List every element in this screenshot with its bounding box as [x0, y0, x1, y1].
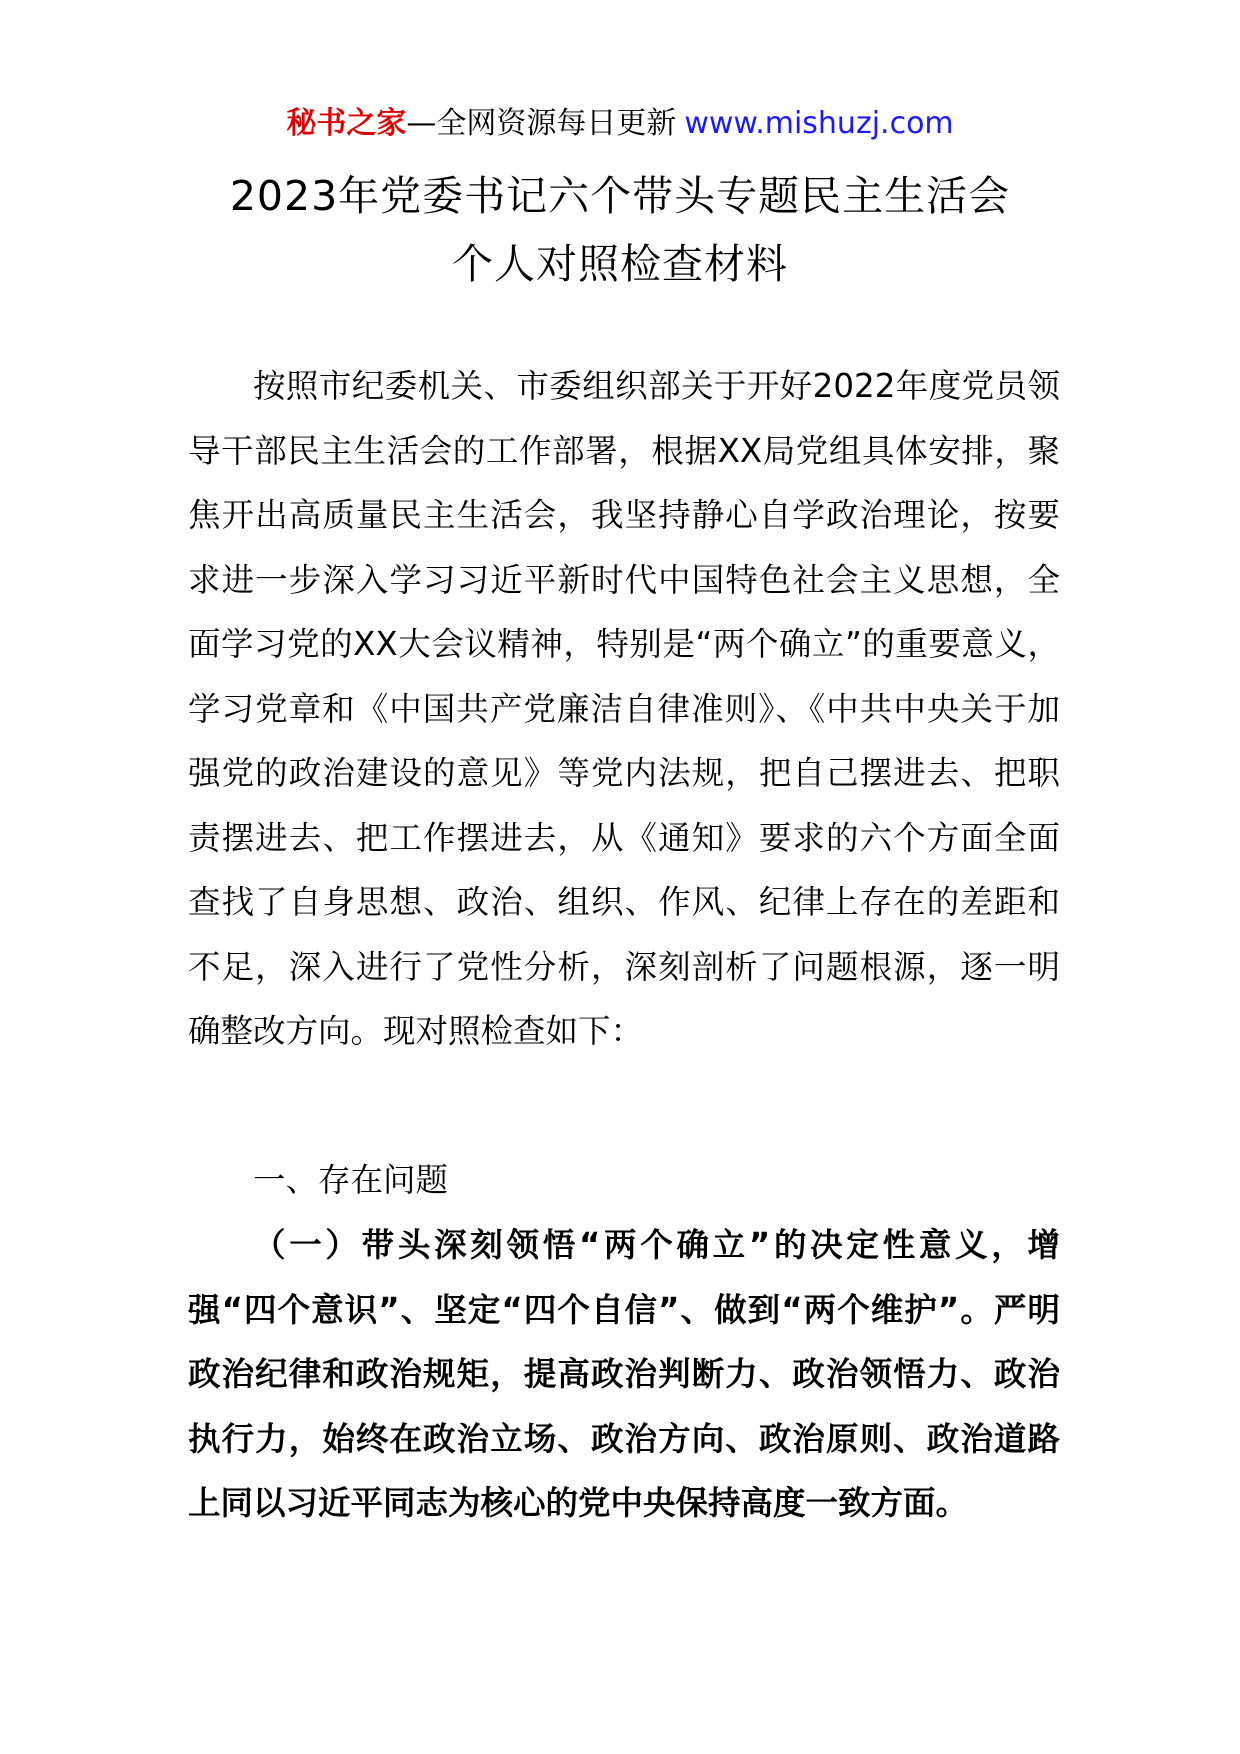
document-title: [140, 162, 1100, 298]
watermark-header: [0, 102, 1240, 146]
header-tagline: —全网资源每日更新: [406, 106, 677, 141]
site-link[interactable]: www.mishuzj.com: [684, 106, 954, 141]
intro-paragraph: 按照市纪委机关、市委组织部关于开好2022年度党员领导干部民主生活会的工作部署，根据XX局党组具体安排，聚焦开出高质量民主生活会，我坚持静心自学政治理论，按要求进一步深入学习习近平新时代中国特色社会主义思想，全面学习党的XX大会议精神，特别是“两个确立”的重要意义，学习党章和《中国共产党廉洁自律准则》、《中共中央关于加强党的政治建设的意见》等党内法规，把自己摆进去、把职责摆进去、把工作摆进去，从《通知》要求的六个方面全面查找了自身思想、政治、组织、作风、纪律上存在的差距和不足，深入进行了党性分析，深刻剖析了问题根源，逐一明确整改方向。现对照检查如下：: [188, 367, 1060, 1050]
brand-name: 秘书之家: [286, 106, 407, 141]
subsection-heading: （一）带头深刻领悟“两个确立”的决定性意义，增强“四个意识”、坚定“四个自信”、做到“两个维护”。严明政治纪律和政治规矩，提高政治判断力、政治领悟力、政治执行力，始终在政治立场、政治方向、政治原则、政治道路上同以习近平同志为核心的党中央保持高度一致方面。: [188, 1226, 1060, 1522]
title-line-1: 2023年党委书记六个带头专题民主生活会: [229, 172, 1011, 220]
section-heading: 一、存在问题: [253, 1161, 449, 1199]
title-line-2: 个人对照检查材料: [452, 240, 788, 288]
